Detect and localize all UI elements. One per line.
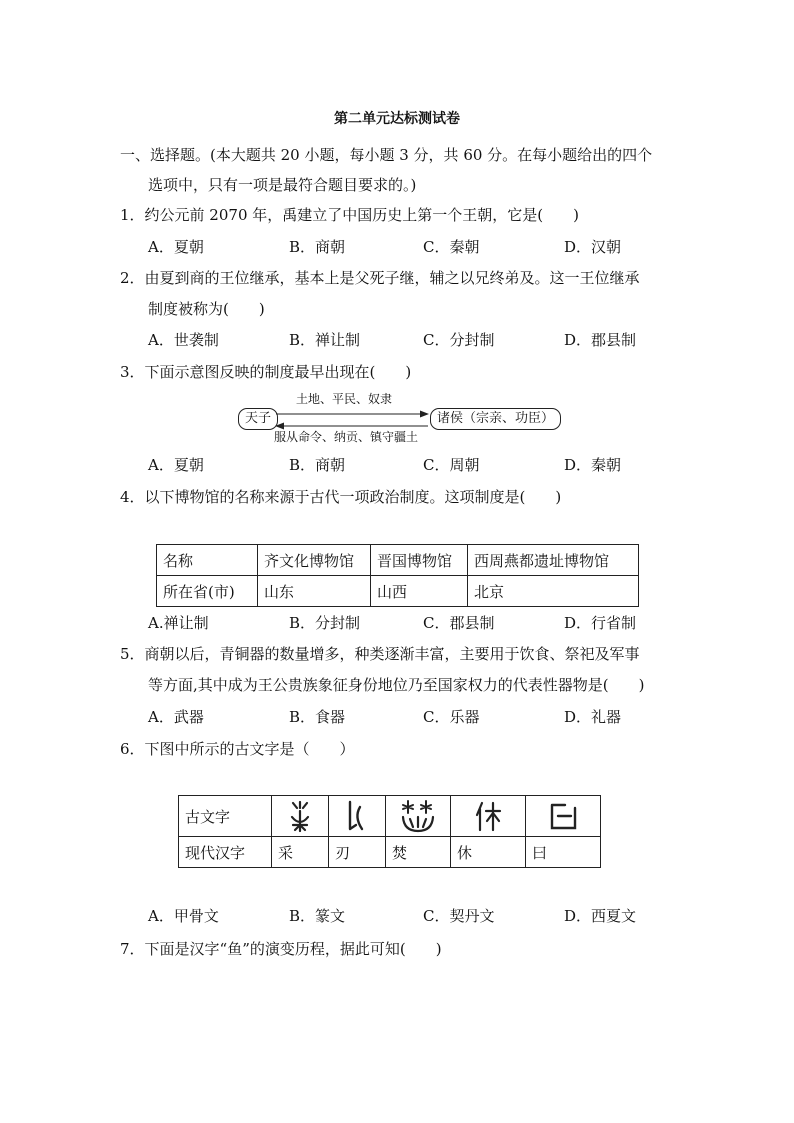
table-row	[179, 796, 601, 837]
question-6-option-d: D．西夏文	[564, 907, 637, 925]
question-1-option-b: B．商朝	[289, 238, 346, 256]
question-3-option-c: C．周朝	[423, 456, 480, 474]
table-cell: 采	[272, 837, 329, 868]
question-2-option-d: D．郡县制	[564, 331, 637, 349]
table-cell: 焚	[386, 837, 451, 868]
oracle-glyph-fen-cell	[386, 796, 451, 837]
question-5-stem-line1: 5．商朝以后，青铜器的数量增多，种类逐渐丰富，主要用于饮食、祭祀及军事	[120, 645, 640, 663]
question-2-option-b: B．禅让制	[289, 331, 361, 349]
table-cell: 晋国博物馆	[371, 545, 468, 576]
table-cell: 古文字	[179, 796, 272, 837]
museum-table	[156, 544, 639, 607]
oracle-glyph-cai-icon	[283, 799, 317, 833]
diagram-box-zhuhou: 诸侯（宗亲、功臣）	[430, 408, 561, 430]
question-2-stem-line2: 制度被称为( )	[148, 300, 265, 318]
oracle-glyph-cai-cell	[272, 796, 329, 837]
oracle-glyph-xiu-icon	[471, 799, 505, 833]
table-cell: 名称	[157, 545, 258, 576]
table-cell: 休	[451, 837, 526, 868]
question-1-option-c: C．秦朝	[423, 238, 480, 256]
question-3-option-b: B．商朝	[289, 456, 346, 474]
question-1-stem: 1．约公元前 2070 年，禹建立了中国历史上第一个王朝，它是( )	[120, 206, 579, 224]
question-3-option-d: D．秦朝	[564, 456, 622, 474]
table-cell: 刃	[329, 837, 386, 868]
table-cell: 山东	[258, 576, 371, 607]
question-6-option-c: C．契丹文	[423, 907, 495, 925]
question-3-option-a: A．夏朝	[148, 456, 204, 474]
question-5-stem-line2: 等方面,其中成为王公贵族象征身份地位乃至国家权力的代表性器物是( )	[148, 676, 645, 694]
table-cell: 曰	[526, 837, 601, 868]
table-row	[157, 576, 639, 607]
diagram-bottom-label: 服从命令、纳贡、镇守疆土	[274, 430, 419, 444]
question-7-stem: 7．下面是汉字“鱼”的演变历程，据此可知( )	[120, 940, 442, 958]
oracle-glyph-fen-icon	[398, 799, 438, 833]
ancient-script-table	[178, 795, 601, 868]
page-title: 第二单元达标测试卷	[334, 111, 460, 127]
oracle-glyph-ren-cell	[329, 796, 386, 837]
table-cell: 北京	[468, 576, 639, 607]
table-cell: 山西	[371, 576, 468, 607]
question-1-option-d: D．汉朝	[564, 238, 622, 256]
question-4-stem: 4．以下博物馆的名称来源于古代一项政治制度。这项制度是( )	[120, 488, 562, 506]
question-5-option-a: A．武器	[148, 708, 204, 726]
table-cell: 西周燕都遗址博物馆	[468, 545, 639, 576]
arrow-left-icon	[275, 423, 284, 430]
question-1-option-a: A．夏朝	[148, 238, 204, 256]
table-cell: 现代汉字	[179, 837, 272, 868]
question-2-stem-line1: 2．由夏到商的王位继承，基本上是父死子继，辅之以兄终弟及。这一王位继承	[120, 269, 640, 287]
question-6-option-b: B．篆文	[289, 907, 346, 925]
arrow-right-icon	[420, 411, 429, 418]
table-row	[157, 545, 639, 576]
table-row	[179, 837, 601, 868]
table-cell: 齐文化博物馆	[258, 545, 371, 576]
diagram-arrows	[236, 390, 556, 446]
section-heading-line1: 一、选择题。(本大题共 20 小题，每小题 3 分，共 60 分。在每小题给出的四个	[120, 146, 653, 164]
question-4-option-d: D．行省制	[564, 614, 637, 632]
oracle-glyph-ren-icon	[340, 799, 374, 833]
question-6-option-a: A．甲骨文	[148, 907, 219, 925]
question-6-stem: 6．下图中所示的古文字是（ ）	[120, 740, 355, 758]
question-4-option-b: B．分封制	[289, 614, 361, 632]
question-5-option-d: D．礼器	[564, 708, 622, 726]
oracle-glyph-xiu-cell	[451, 796, 526, 837]
feudal-relation-diagram	[236, 390, 556, 446]
question-2-option-a: A．世袭制	[148, 331, 219, 349]
question-3-stem: 3．下面示意图反映的制度最早出现在( )	[120, 363, 412, 381]
oracle-glyph-yue-cell	[526, 796, 601, 837]
question-4-option-a: A.禅让制	[148, 614, 209, 632]
question-5-option-b: B．食器	[289, 708, 346, 726]
table-cell: 所在省(市)	[157, 576, 258, 607]
question-2-option-c: C．分封制	[423, 331, 495, 349]
section-heading-line2: 选项中，只有一项是最符合题目要求的。)	[148, 176, 417, 194]
question-5-option-c: C．乐器	[423, 708, 480, 726]
diagram-top-label: 土地、平民、奴隶	[296, 392, 393, 406]
oracle-glyph-yue-icon	[545, 799, 581, 833]
question-4-option-c: C．郡县制	[423, 614, 495, 632]
diagram-box-tianzi: 天子	[238, 408, 278, 430]
